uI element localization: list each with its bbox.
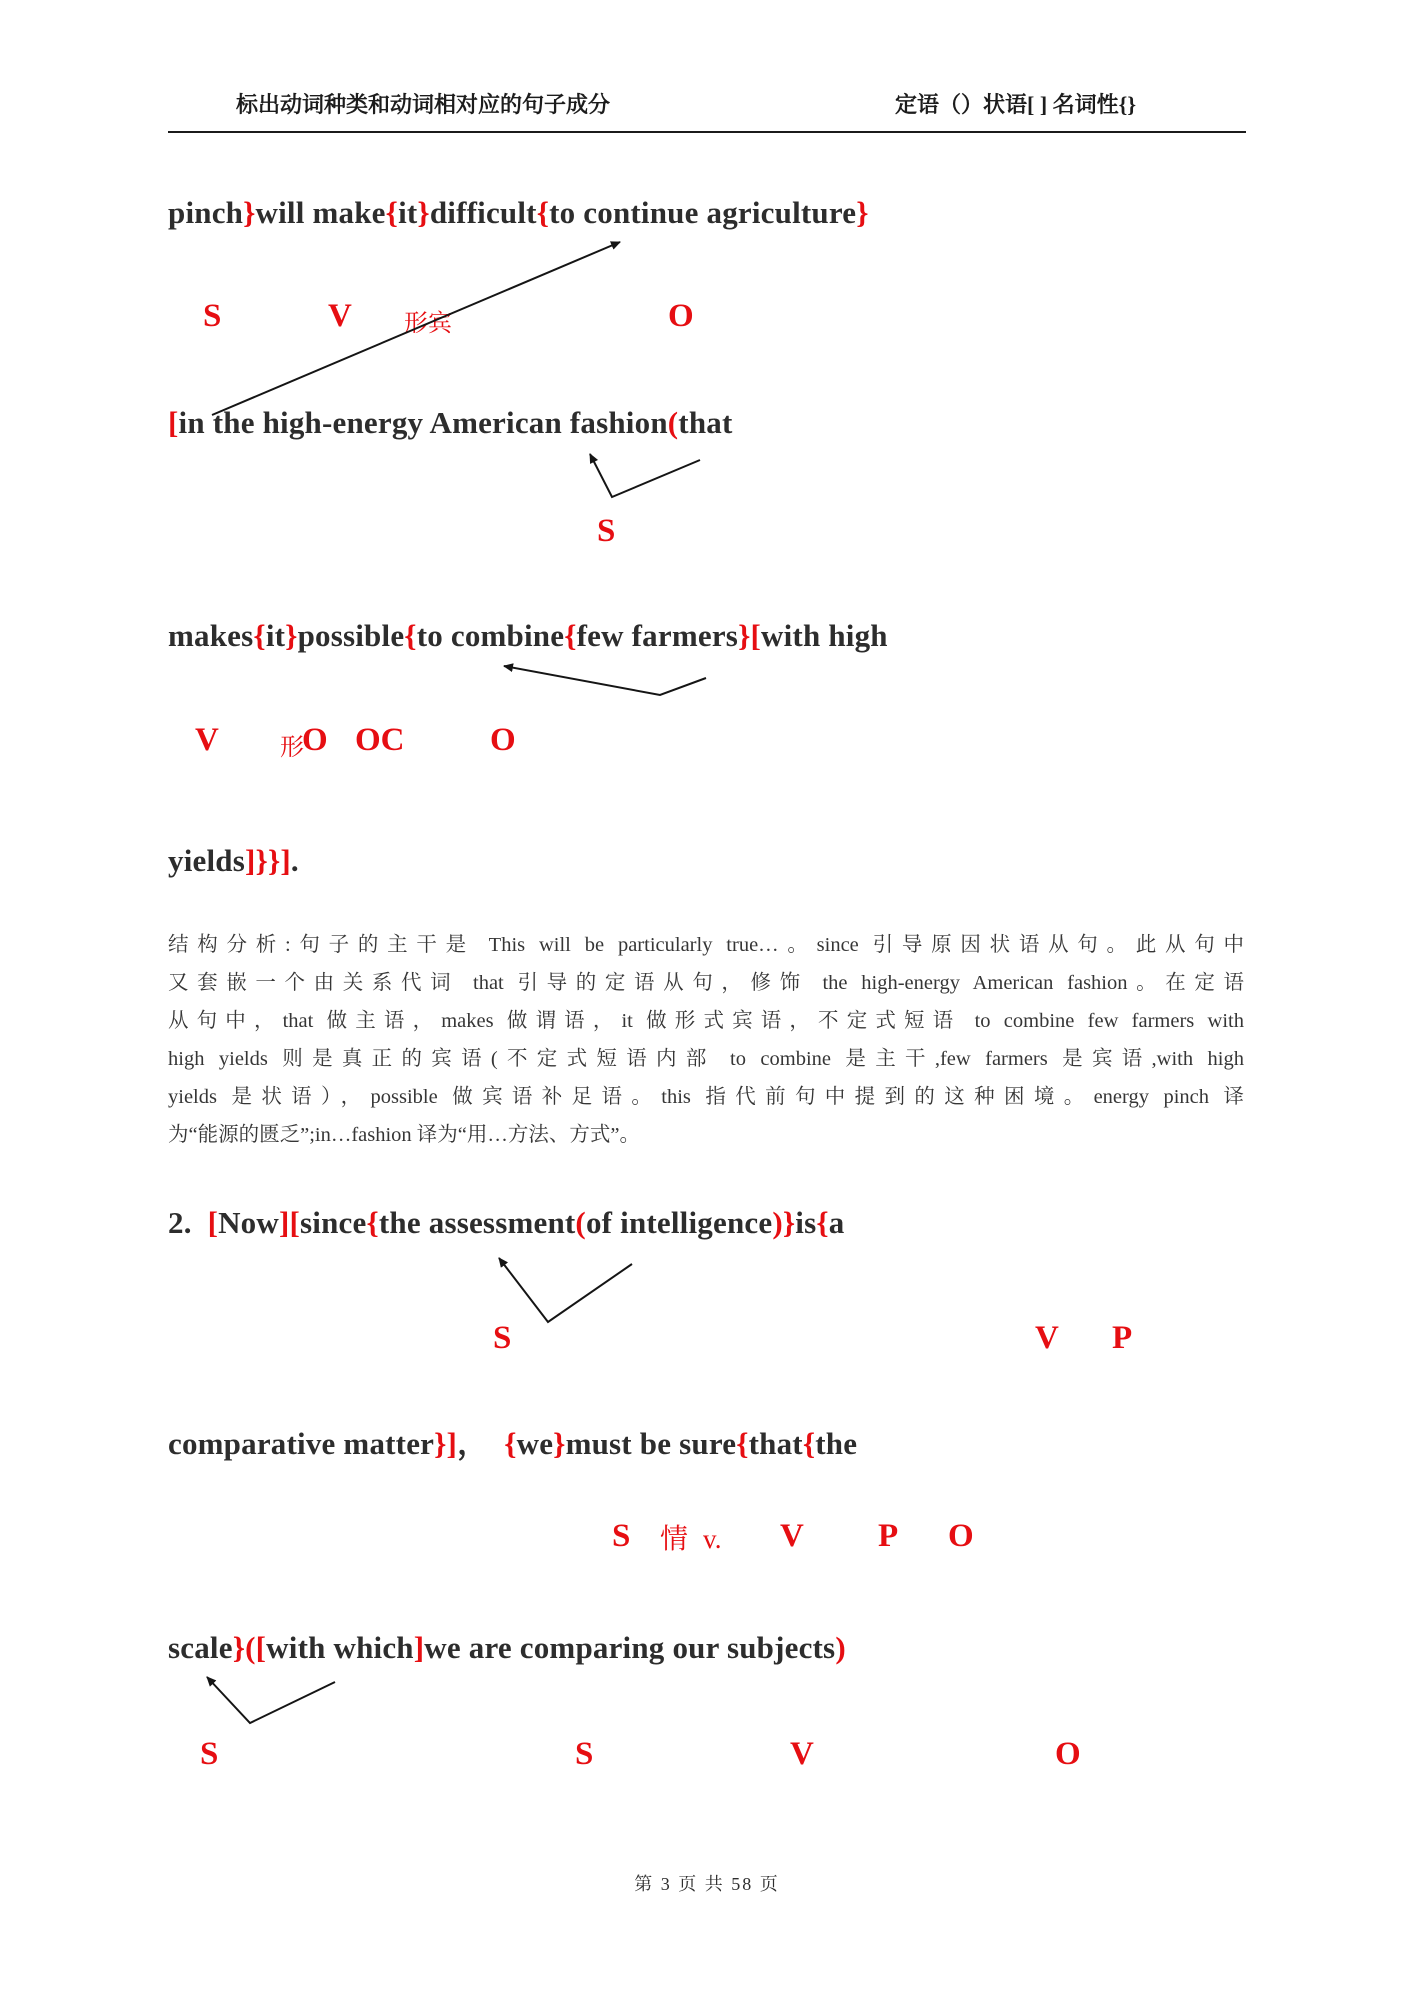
structure-analysis-paragraph — [168, 926, 1244, 1154]
sentence-line-6: comparative matter}]， {we}must be sure{that{the — [168, 1426, 858, 1461]
label-predicative: P — [878, 1518, 899, 1554]
analysis-line: high yields 则是真正的宾语(不定式短语内部 to combine 是主干,few farmers 是宾语,with high — [168, 1048, 1244, 1070]
label-verb: V — [328, 298, 352, 334]
analysis-line: 结构分析:句子的主干是 This will be particularly true…。since 引导原因状语从句。此从句中 — [168, 934, 1244, 956]
label-subject: S — [597, 513, 616, 549]
page-number-footer: 第 3 页 共 58 页 — [634, 1874, 780, 1894]
label-subject: S — [200, 1736, 219, 1772]
header-divider — [168, 131, 1246, 133]
sentence-line-1: pinch}will make{it}difficult{to continue agriculture} — [168, 195, 869, 230]
label-object: O — [490, 722, 516, 758]
label-object-complement: OC — [355, 722, 405, 758]
label-subject: S — [203, 298, 222, 334]
label-verb: V — [1035, 1320, 1059, 1356]
label-verb: V — [195, 722, 219, 758]
sentence-line-5: 2. [Now][since{the assessment(of intelligence)}is{a — [168, 1205, 845, 1240]
label-modal-cn: 情 — [660, 1524, 689, 1555]
label-modal-v: v. — [703, 1524, 722, 1554]
label-subject: S — [493, 1320, 512, 1356]
label-object: O — [668, 298, 694, 334]
label-formal-cn: 形 — [280, 735, 304, 761]
arrow-to-fashion-that — [590, 454, 700, 497]
analysis-line: 又套嵌一个由关系代词 that 引导的定语从句，修饰 the high-energy American fashion。在定语 — [168, 972, 1244, 994]
label-object: O — [948, 1518, 974, 1554]
sentence-line-2: [in the high-energy American fashion(that — [168, 405, 733, 440]
label-predicative: P — [1112, 1320, 1133, 1356]
label-object: O — [302, 722, 328, 758]
header-left-title: 标出动词种类和动词相对应的句子成分 — [236, 92, 611, 117]
analysis-line: 为“能源的匮乏”;in…fashion 译为“用…方法、方式”。 — [168, 1124, 641, 1146]
label-subject: S — [575, 1736, 594, 1772]
label-subject: S — [612, 1518, 631, 1554]
label-object: O — [1055, 1736, 1081, 1772]
page-header — [236, 88, 1136, 119]
sentence-line-3: makes{it}possible{to combine{few farmers}[with high — [168, 618, 888, 653]
label-formal-object-cn: 形宾 — [404, 311, 452, 337]
arrow-to-combine — [504, 666, 706, 695]
analysis-line: yields 是状语），possible 做宾语补足语。this 指代前句中提到的这种困境。energy pinch 译 — [168, 1086, 1244, 1108]
analysis-line: 从句中，that 做主语，makes 做谓语，it 做形式宾语，不定式短语 to combine few farmers with — [168, 1010, 1244, 1032]
header-right-legend: 定语（）状语[ ] 名词性{} — [895, 92, 1136, 117]
arrow-to-assessment — [499, 1258, 632, 1322]
sentence-line-4: yields]}}]. — [168, 843, 299, 878]
sentence-line-7: scale}([with which]we are comparing our subjects) — [168, 1630, 846, 1665]
label-verb: V — [780, 1518, 804, 1554]
arrow-to-scale — [207, 1677, 335, 1723]
label-verb: V — [790, 1736, 814, 1772]
